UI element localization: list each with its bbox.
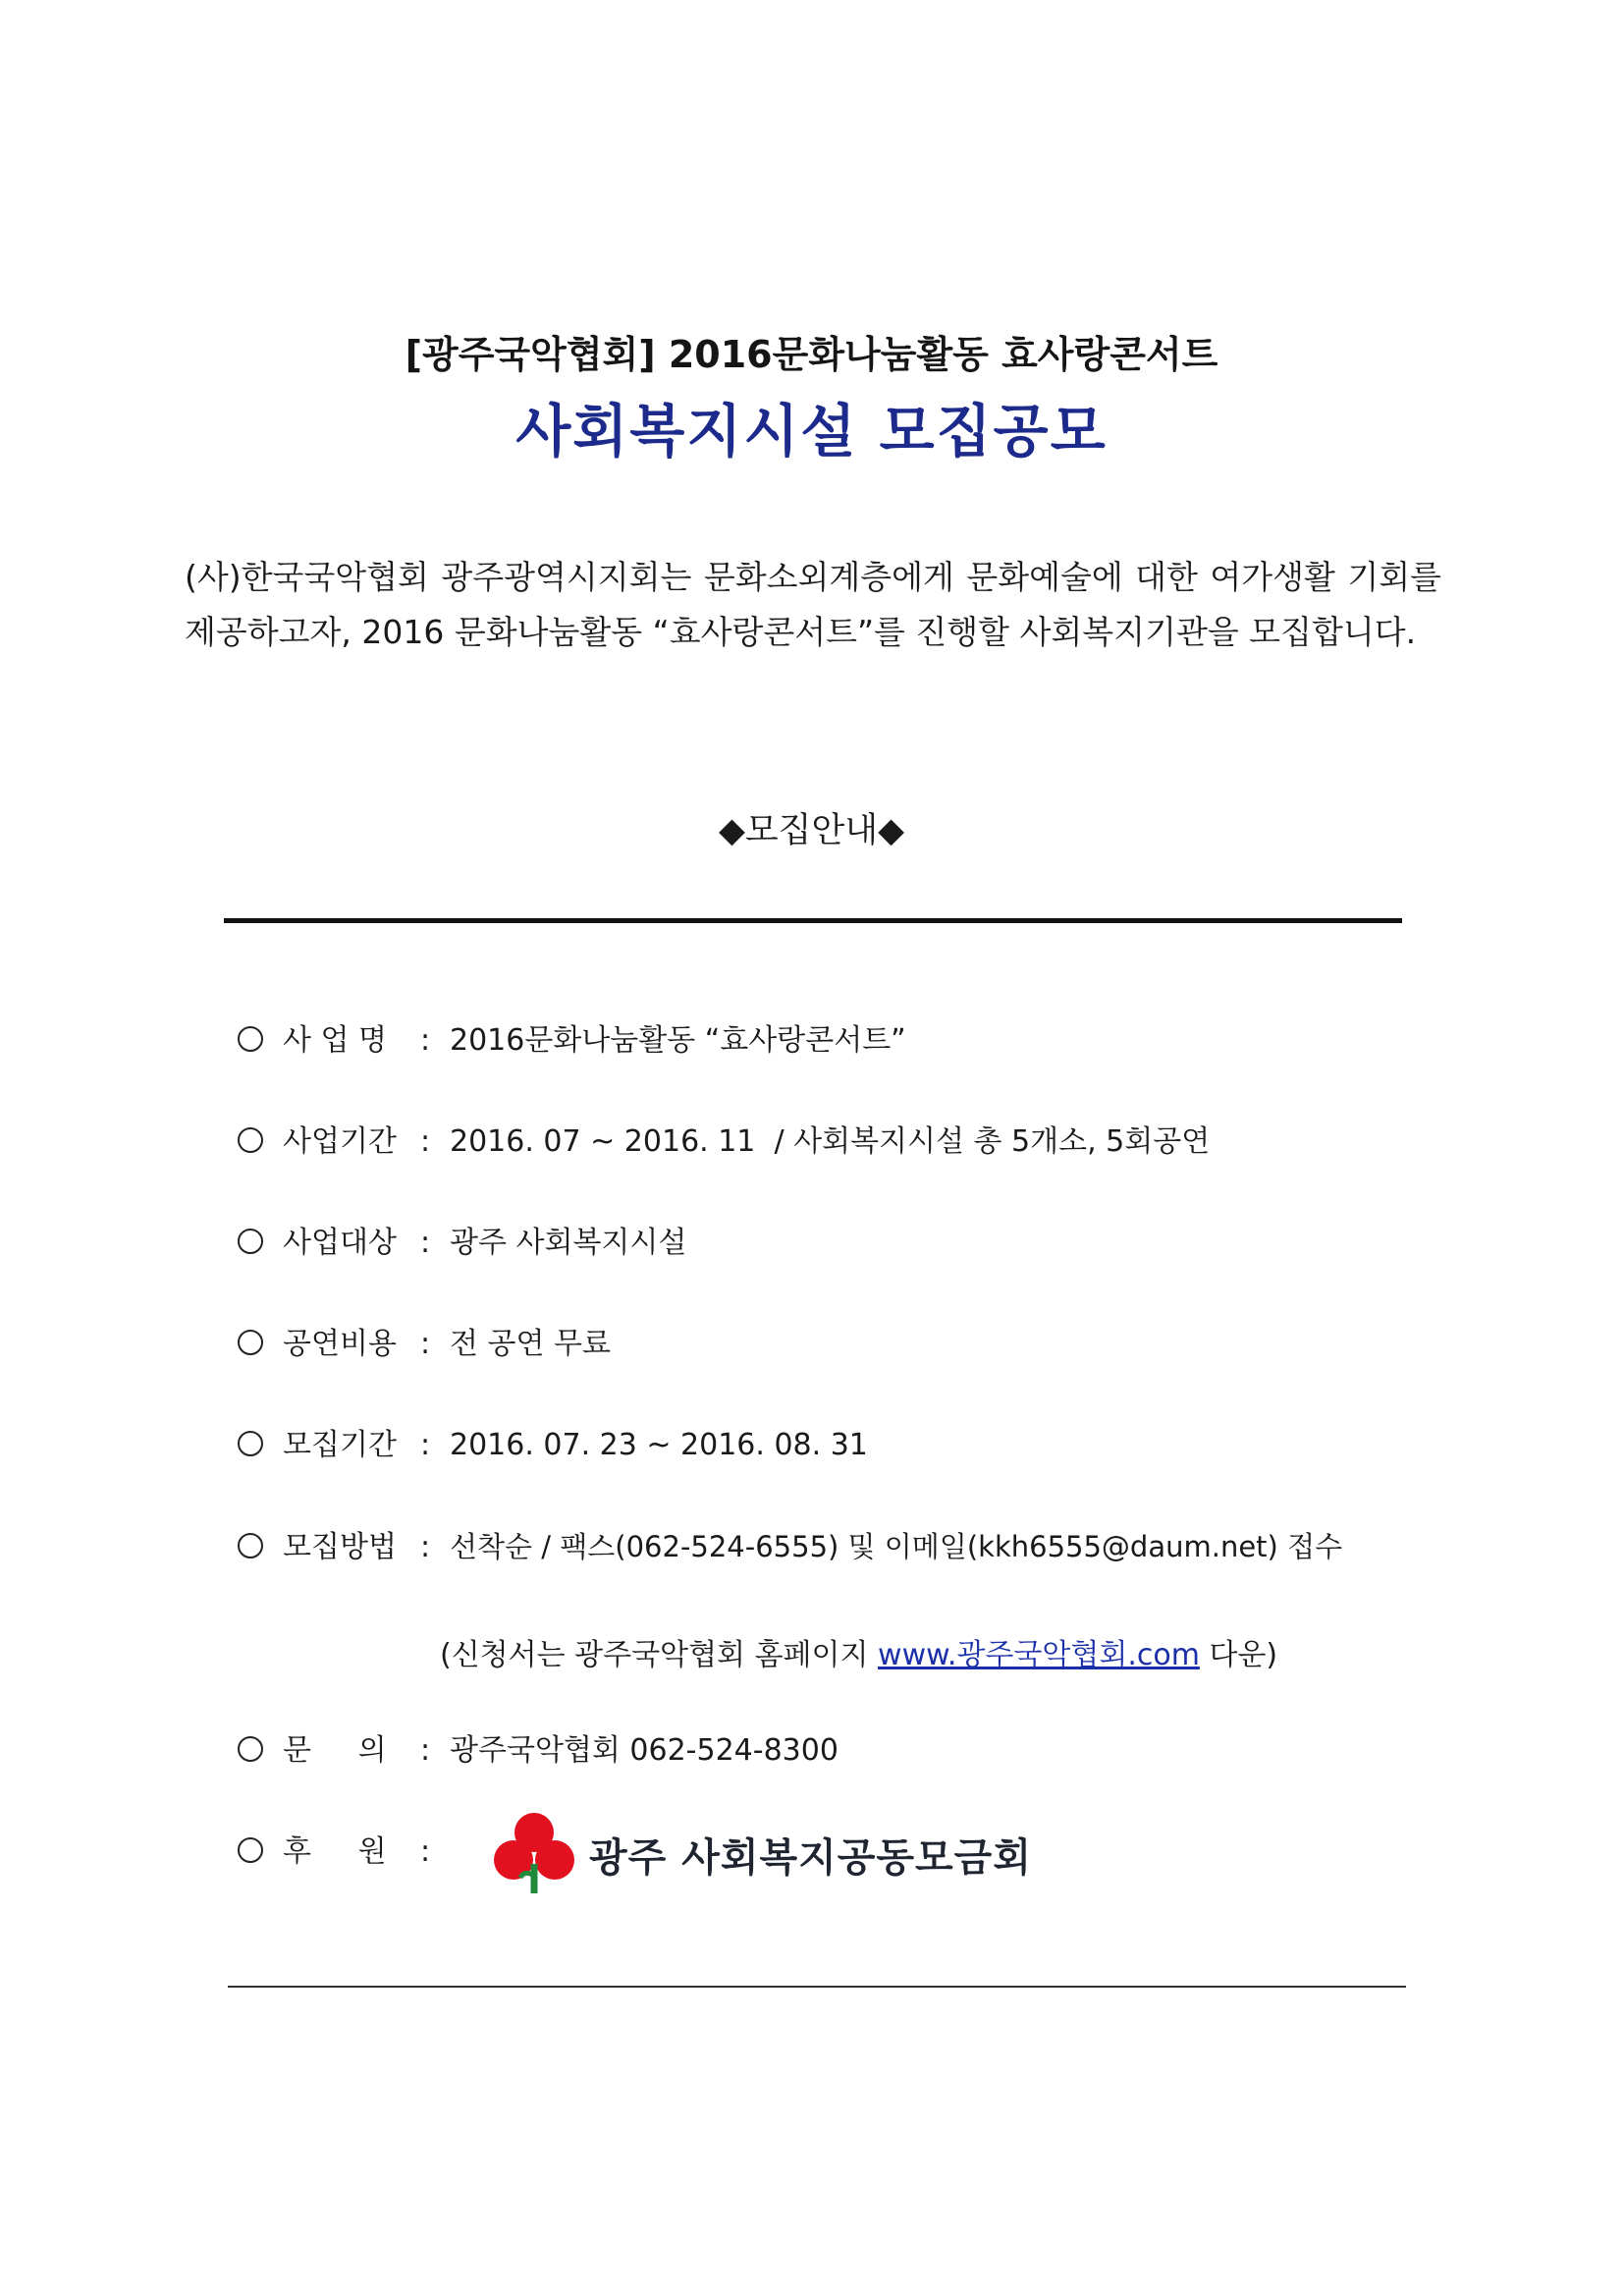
info-value: 2016. 07 ~ 2016. 11 / 사회복지시설 총 5개소, 5회공연 — [450, 1124, 1211, 1159]
info-item-sponsor: 후 원 : — [238, 1832, 450, 1872]
three-red-fruit-logo-icon — [485, 1805, 583, 1903]
info-value: 선착순 / 팩스(062-524-6555) 및 이메일(kkh6555@daum.net) 접수 — [450, 1530, 1343, 1563]
info-label: 후 원 — [283, 1834, 387, 1869]
info-item-project-period: 사업기간 : 2016. 07 ~ 2016. 11 / 사회복지시설 총 5개소, 5회공연 — [238, 1122, 1210, 1162]
info-item-recruit-period: 모집기간 : 2016. 07. 23 ~ 2016. 08. 31 — [238, 1426, 868, 1465]
homepage-link[interactable]: www.광주국악협회.com — [878, 1638, 1200, 1672]
info-label: 공연비용 — [283, 1327, 397, 1361]
info-label: 모집방법 — [283, 1530, 397, 1564]
info-value: 전 공연 무료 — [450, 1327, 611, 1361]
info-label: 사업대상 — [283, 1226, 397, 1260]
circle-bullet-icon — [238, 1330, 263, 1355]
info-label: 사업기간 — [283, 1124, 397, 1159]
circle-bullet-icon — [238, 1837, 263, 1863]
divider-thick — [224, 918, 1402, 923]
circle-bullet-icon — [238, 1736, 263, 1762]
info-item-project-name: 사 업 명 : 2016문화나눔활동 “효사랑콘서트” — [238, 1021, 906, 1061]
info-value: 2016문화나눔활동 “효사랑콘서트” — [450, 1023, 906, 1058]
info-item-recruit-method: 모집방법 : 선착순 / 팩스(062-524-6555) 및 이메일(kkh6555@daum.net) 접수 — [238, 1527, 1342, 1566]
info-value: 2016. 07. 23 ~ 2016. 08. 31 — [450, 1428, 868, 1462]
circle-bullet-icon — [238, 1431, 263, 1456]
info-value: 광주국악협회 062-524-8300 — [450, 1733, 839, 1768]
section-heading: ◆모집안내◆ — [718, 811, 905, 850]
application-note — [440, 1630, 1277, 1673]
intro-paragraph: (사)한국국악협회 광주광역시지회는 문화소외계층에게 문화예술에 대한 여가생활 기회를 제공하고자, 2016 문화나눔활동 “효사랑콘서트”를 진행할 사회복지기관을 모집합니다. — [185, 558, 1441, 651]
circle-bullet-icon — [238, 1229, 263, 1254]
document-subtitle: [광주국악협회] 2016문화나눔활동 효사랑콘서트 — [405, 333, 1218, 376]
circle-bullet-icon — [238, 1533, 263, 1558]
info-label: 모집기간 — [283, 1428, 397, 1462]
sponsor-name: 광주 사회복지공동모금회 — [589, 1835, 1032, 1881]
circle-bullet-icon — [238, 1026, 263, 1052]
info-value: 광주 사회복지시설 — [450, 1226, 687, 1260]
note-suffix: 다운) — [1199, 1638, 1278, 1672]
divider-thin — [228, 1986, 1406, 1988]
info-label: 문 의 — [283, 1733, 387, 1768]
info-item-contact: 문 의 : 광주국악협회 062-524-8300 — [238, 1731, 839, 1771]
note-prefix: (신청서는 광주국악협회 홈페이지 — [440, 1638, 879, 1672]
circle-bullet-icon — [238, 1127, 263, 1153]
info-item-target: 사업대상 : 광주 사회복지시설 — [238, 1224, 686, 1263]
info-label: 사 업 명 — [283, 1023, 388, 1058]
info-item-cost: 공연비용 : 전 공연 무료 — [238, 1325, 611, 1364]
document-title: 사회복지시설 모집공모 — [515, 398, 1108, 465]
